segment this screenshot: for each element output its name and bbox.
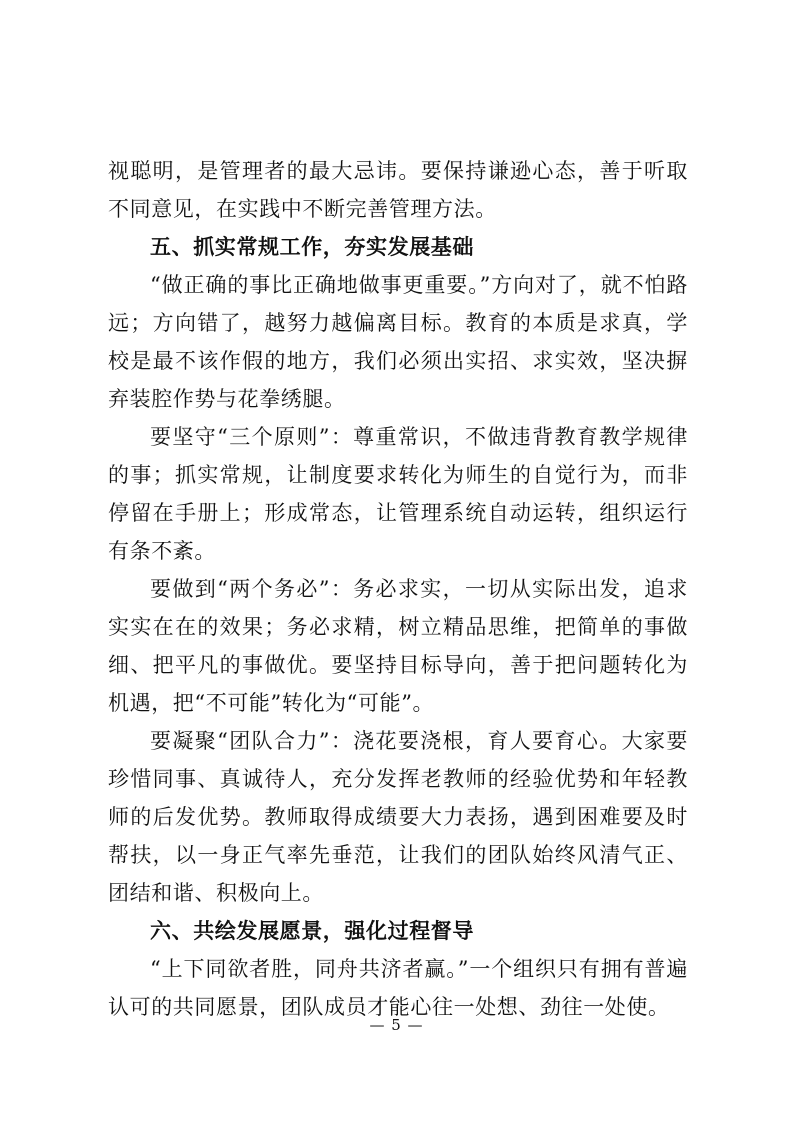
section-heading-5: 五、抓实常规工作，夯实发展基础 bbox=[150, 234, 474, 259]
paragraph-shared-vision: “上下同欲者胜，同舟共济者赢。”一个组织只有拥有普遍认可的共同愿景，团队成员才能心往一处想、劲往一处使。 bbox=[108, 957, 688, 1019]
paragraph-three-principles: 要坚守“三个原则”：尊重常识，不做违背教育教学规律的事；抓实常规，让制度要求转化为师生的自觉行为，而非停留在手册上；形成常态，让管理系统自动运转，组织运行有条不紊。 bbox=[108, 425, 688, 563]
paragraph-continuation: 视聪明，是管理者的最大忌讳。要保持谦逊心态，善于听取不同意见，在实践中不断完善管理方法。 bbox=[108, 159, 688, 221]
body-text bbox=[108, 152, 688, 1026]
paragraph-two-musts: 要做到“两个务必”：务必求实，一切从实际出发，追求实实在在的效果；务必求精，树立精品思维，把简单的事做细、把平凡的事做优。要坚持目标导向，善于把问题转化为机遇，把“不可能”转化为“可能”。 bbox=[108, 577, 688, 715]
paragraph-direction: “做正确的事比正确地做事更重要。”方向对了，就不怕路远；方向错了，越努力越偏离目标。教育的本质是求真，学校是最不该作假的地方，我们必须出实招、求实效，坚决摒弃装腔作势与花拳绣腿。 bbox=[108, 273, 688, 411]
paragraph-team-synergy: 要凝聚“团队合力”：浇花要浇根，育人要育心。大家要珍惜同事、真诚待人，充分发挥老教师的经验优势和年轻教师的后发优势。教师取得成绩要大力表扬，遇到困难要及时帮扶，以一身正气率先垂范，让我们的团队始终风清气正、团结和谐、积极向上。 bbox=[108, 729, 688, 905]
section-heading-6: 六、共绘发展愿景，强化过程督导 bbox=[150, 918, 474, 943]
page-number: — 5 — bbox=[369, 1016, 424, 1034]
